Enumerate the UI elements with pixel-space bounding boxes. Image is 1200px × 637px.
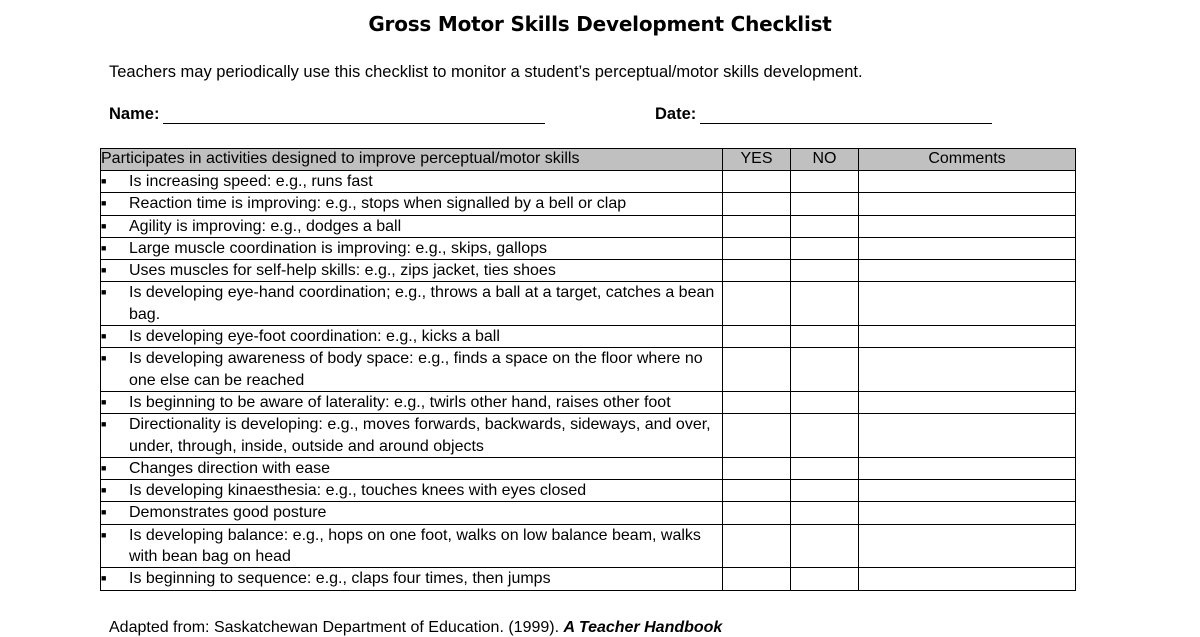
- yes-cell[interactable]: [723, 171, 791, 193]
- table-header-row: [101, 149, 1076, 171]
- checklist-item-cell: [101, 568, 723, 590]
- checklist-item-text: Agility is improving: e.g., dodges a ball: [129, 217, 402, 235]
- comments-cell[interactable]: [859, 502, 1076, 524]
- checklist-item-text: Demonstrates good posture: [129, 504, 327, 522]
- comments-cell[interactable]: [859, 480, 1076, 502]
- checklist-item-cell: [101, 524, 723, 568]
- comments-cell[interactable]: [859, 193, 1076, 215]
- checklist-item: [101, 458, 722, 479]
- checklist-item-text: Is beginning to be aware of laterality: e.g., twirls other hand, raises other foot: [129, 393, 671, 411]
- checklist-item-cell: [101, 282, 723, 326]
- yes-cell[interactable]: [723, 237, 791, 259]
- no-cell[interactable]: [791, 502, 859, 524]
- square-bullet-icon: ■: [101, 353, 107, 364]
- yes-cell[interactable]: [723, 260, 791, 282]
- table-row: [101, 215, 1076, 237]
- no-cell[interactable]: [791, 171, 859, 193]
- comments-cell[interactable]: [859, 414, 1076, 458]
- citation-book-title: A Teacher Handbook: [563, 619, 723, 636]
- checklist-item-text: Is developing kinaesthesia: e.g., touches knees with eyes closed: [129, 482, 587, 500]
- no-cell[interactable]: [791, 282, 859, 326]
- checklist-item-text: Reaction time is improving: e.g., stops when signalled by a bell or clap: [129, 195, 627, 213]
- yes-cell[interactable]: [723, 457, 791, 479]
- no-cell[interactable]: [791, 193, 859, 215]
- yes-cell[interactable]: [723, 391, 791, 413]
- page-title: Gross Motor Skills Development Checklist: [368, 12, 832, 36]
- square-bullet-icon: ■: [101, 242, 107, 253]
- comments-cell[interactable]: [859, 524, 1076, 568]
- yes-cell[interactable]: [723, 502, 791, 524]
- square-bullet-icon: ■: [101, 529, 107, 540]
- table-row: [101, 260, 1076, 282]
- header-yes: YES: [723, 149, 791, 171]
- checklist-item-text: Is beginning to sequence: e.g., claps four times, then jumps: [129, 570, 551, 588]
- yes-cell[interactable]: [723, 193, 791, 215]
- checklist-item-text: Uses muscles for self-help skills: e.g., zips jacket, ties shoes: [129, 262, 556, 280]
- date-label: Date:: [655, 105, 697, 123]
- square-bullet-icon: ■: [101, 331, 107, 342]
- checklist-item-text: Is increasing speed: e.g., runs fast: [129, 173, 373, 190]
- checklist-item: [101, 171, 722, 192]
- checklist-item-text: Large muscle coordination is improving: e.g., skips, gallops: [129, 239, 547, 257]
- comments-cell[interactable]: [859, 215, 1076, 237]
- checklist-item-cell: [101, 348, 723, 392]
- checklist-item-text: Is developing eye-hand coordination; e.g., throws a ball at a target, catches a bean bag.: [129, 284, 715, 323]
- checklist-item: [101, 414, 722, 457]
- checklist-item-cell: [101, 502, 723, 524]
- comments-cell[interactable]: [859, 282, 1076, 326]
- table-row: [101, 237, 1076, 259]
- yes-cell[interactable]: [723, 568, 791, 590]
- square-bullet-icon: ■: [101, 419, 107, 430]
- checklist-item-cell: [101, 457, 723, 479]
- checklist-item-text: Changes direction with ease: [129, 459, 331, 477]
- table-row: [101, 568, 1076, 590]
- header-no: NO: [791, 149, 859, 171]
- no-cell[interactable]: [791, 326, 859, 348]
- checklist-item: [101, 216, 722, 237]
- checklist-item: [101, 348, 722, 391]
- checklist-item-cell: [101, 414, 723, 458]
- no-cell[interactable]: [791, 215, 859, 237]
- comments-cell[interactable]: [859, 260, 1076, 282]
- checklist-item: [101, 568, 722, 589]
- comments-cell[interactable]: [859, 348, 1076, 392]
- checklist-item-cell: [101, 171, 723, 193]
- checklist-item-cell: [101, 391, 723, 413]
- checklist-item-cell: [101, 326, 723, 348]
- checklist-table: [100, 148, 1076, 591]
- comments-cell[interactable]: [859, 391, 1076, 413]
- no-cell[interactable]: [791, 457, 859, 479]
- yes-cell[interactable]: [723, 348, 791, 392]
- checklist-item: [101, 480, 722, 501]
- checklist-item-text: Is developing balance: e.g., hops on one foot, walks on low balance beam, walks with bean bag on head: [129, 526, 701, 566]
- name-field: [109, 105, 545, 124]
- no-cell[interactable]: [791, 568, 859, 590]
- yes-cell[interactable]: [723, 414, 791, 458]
- checklist-item-cell: [101, 237, 723, 259]
- citation-text: Adapted from: Saskatchewan Department of Education. (1999).: [109, 619, 564, 636]
- comments-cell[interactable]: [859, 237, 1076, 259]
- checklist-item-text: Is developing eye-foot coordination: e.g., kicks a ball: [129, 328, 500, 346]
- no-cell[interactable]: [791, 480, 859, 502]
- name-label: Name:: [109, 105, 160, 123]
- table-row: [101, 326, 1076, 348]
- checklist-item-text: Directionality is developing: e.g., moves forwards, backwards, sideways, and over, under, through, inside, outside and around objects: [129, 416, 711, 455]
- intro-text: Teachers may periodically use this checklist to monitor a student’s perceptual/motor skills development.: [109, 63, 863, 81]
- square-bullet-icon: ■: [101, 220, 107, 231]
- square-bullet-icon: ■: [101, 396, 107, 407]
- yes-cell[interactable]: [723, 480, 791, 502]
- header-activity: Participates in activities designed to improve perceptual/motor skills: [101, 149, 723, 171]
- no-cell[interactable]: [791, 414, 859, 458]
- table-row: [101, 348, 1076, 392]
- square-bullet-icon: ■: [101, 198, 107, 209]
- checklist-item: [101, 326, 722, 347]
- yes-cell[interactable]: [723, 215, 791, 237]
- no-cell[interactable]: [791, 348, 859, 392]
- comments-cell[interactable]: [859, 457, 1076, 479]
- checklist-item-cell: [101, 215, 723, 237]
- square-bullet-icon: ■: [101, 265, 107, 276]
- date-field: [655, 105, 992, 124]
- checklist-item-text: Is developing awareness of body space: e.g., finds a space on the floor where no one else can be reached: [129, 350, 703, 389]
- checklist-item-cell: [101, 260, 723, 282]
- square-bullet-icon: ■: [101, 507, 107, 518]
- no-cell[interactable]: [791, 237, 859, 259]
- table-row: [101, 171, 1076, 193]
- name-blank-line[interactable]: [163, 107, 545, 124]
- header-comments: Comments: [859, 149, 1076, 171]
- yes-cell[interactable]: [723, 326, 791, 348]
- comments-cell[interactable]: [859, 568, 1076, 590]
- table-row: [101, 480, 1076, 502]
- square-bullet-icon: ■: [101, 287, 107, 298]
- no-cell[interactable]: [791, 524, 859, 568]
- table-row: [101, 391, 1076, 413]
- square-bullet-icon: ■: [101, 176, 107, 186]
- checklist-body: [101, 171, 1076, 591]
- square-bullet-icon: ■: [101, 485, 107, 496]
- comments-cell[interactable]: [859, 326, 1076, 348]
- checklist-item: [101, 525, 722, 568]
- no-cell[interactable]: [791, 391, 859, 413]
- checklist-item: [101, 238, 722, 259]
- comments-cell[interactable]: [859, 171, 1076, 193]
- table-row: [101, 414, 1076, 458]
- checklist-item: [101, 193, 722, 214]
- table-row: [101, 524, 1076, 568]
- checklist-item: [101, 282, 722, 325]
- square-bullet-icon: ■: [101, 462, 107, 473]
- table-row: [101, 282, 1076, 326]
- checklist-item: [101, 392, 722, 413]
- checklist-item: [101, 502, 722, 523]
- checklist-item-cell: [101, 480, 723, 502]
- checklist-item-cell: [101, 193, 723, 215]
- yes-cell[interactable]: [723, 282, 791, 326]
- square-bullet-icon: ■: [101, 573, 107, 584]
- table-row: [101, 502, 1076, 524]
- yes-cell[interactable]: [723, 524, 791, 568]
- table-row: [101, 193, 1076, 215]
- no-cell[interactable]: [791, 260, 859, 282]
- date-blank-line[interactable]: [700, 107, 992, 124]
- table-row: [101, 457, 1076, 479]
- source-citation: [109, 619, 722, 637]
- checklist-item: [101, 260, 722, 281]
